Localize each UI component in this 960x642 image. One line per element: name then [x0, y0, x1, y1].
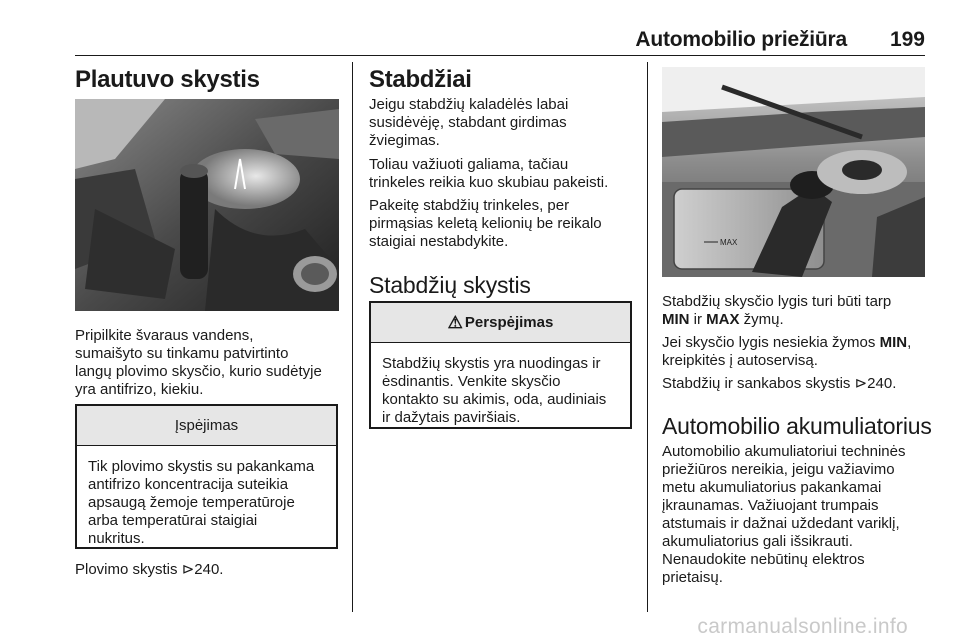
- notice-body: Tik plovimo skystis su pakankama antifrizo koncentracija suteikia apsaugą žemoje temperatūroje arba temperatūrai staigiai nukritus.: [88, 458, 315, 547]
- brakes-heading: Stabdžiai: [369, 66, 472, 93]
- warning-triangle-icon: ⚠: [447, 312, 463, 332]
- warning-body: Stabdžių skystis yra nuodingas ir ėsdinantis. Venkite skysčio kontakto su akimis, oda, audiniais ir dažytais paviršiais.: [382, 355, 607, 426]
- max-mark-label: MAX: [720, 238, 738, 247]
- brake-fluid-photo: [662, 67, 925, 277]
- page-number: 199: [889, 28, 925, 51]
- header-rule: [75, 55, 925, 56]
- section-title: Automobilio priežiūra: [635, 28, 847, 51]
- washer-fluid-instructions: Pripilkite švaraus vandens, sumaišyto su tinkamu patvirtinto langų plovimo skysčio, kurio sudėtyje yra antifrizo, kiekiu.: [75, 327, 322, 398]
- brake-fluid-low-text: Jei skysčio lygis nesiekia žymos MIN, kreipkitės į autoservisą.: [662, 334, 912, 369]
- brake-fluid-heading: Stabdžių skystis: [369, 272, 531, 298]
- brakes-para-3: Pakeitę stabdžių trinkeles, per pirmąsias keletą kelionių be reikalo staigiai nestabdykite.: [369, 197, 602, 250]
- battery-heading: Automobilio akumuliatorius: [662, 413, 932, 439]
- notice-title: Įspėjimas: [77, 406, 336, 446]
- warning-box: [369, 301, 632, 429]
- brakes-para-1: Jeigu stabdžių kaladėlės labai susidėvėję, stabdant girdimas žviegimas.: [369, 96, 569, 149]
- washer-fluid-photo: [75, 99, 339, 311]
- column-divider-2: [647, 62, 648, 612]
- brake-fluid-reference: Stabdžių ir sankabos skystis ⊳240.: [662, 375, 897, 392]
- reference-arrow-icon: ⊳: [854, 375, 868, 392]
- page-header: [75, 28, 925, 50]
- warning-title-row: [371, 303, 630, 343]
- brakes-para-2: Toliau važiuoti galiama, tačiau trinkeles reikia kuo skubiau pakeisti.: [369, 156, 609, 191]
- notice-box: [75, 404, 338, 549]
- battery-paragraph: Automobilio akumuliatoriui techninės priežiūros nereikia, jeigu važiavimo metu akumuliatorius pakankamai įkraunamas. Važiuojant trumpais atstumais ir dažnai uždedant variklį, akumuliatorius gali išsikrauti. Nenaudokite nebūtinų elektros prietaisų.: [662, 443, 906, 586]
- warning-title: Perspėjimas: [464, 314, 554, 331]
- watermark: carmanualsonline.info: [697, 615, 908, 638]
- reference-arrow-icon: ⊳: [181, 561, 195, 578]
- washer-fluid-heading: Plautuvo skystis: [75, 66, 260, 93]
- washer-fluid-reference: Plovimo skystis ⊳240.: [75, 561, 224, 578]
- column-divider-1: [352, 62, 353, 612]
- brake-fluid-level-text: Stabdžių skysčio lygis turi būti tarp MIN ir MAX žymų.: [662, 293, 892, 328]
